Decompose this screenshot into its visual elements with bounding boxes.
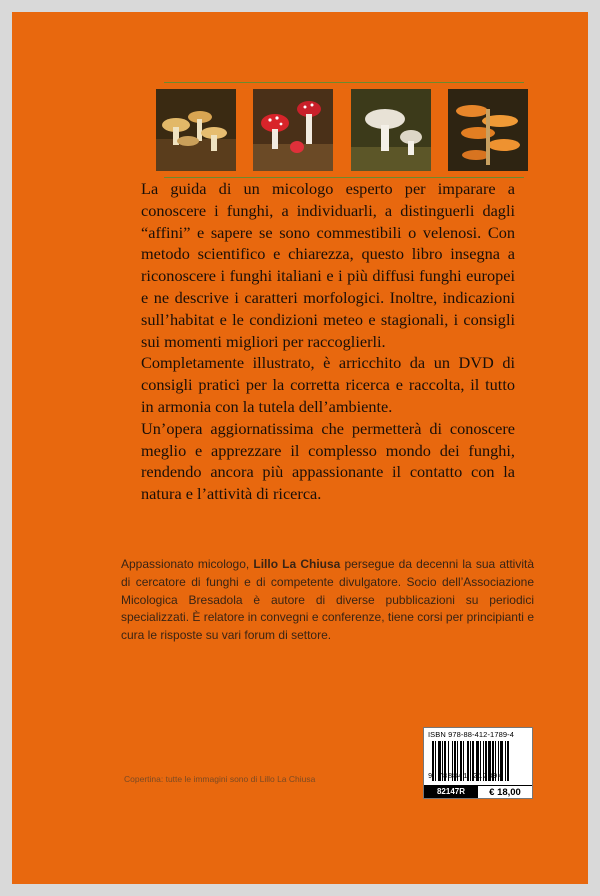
bio-body: persegue da decenni la sua attività di cercatore di funghi e di competente divulgatore. Socio dell’Associazione Micologica Bresadola è autore di diverse pubblicazioni su periodici specializzati. È relatore in convegni e conferenze, tiene corsi per principianti e cura le risposte su vari forum di settore. (121, 557, 535, 643)
bio-intro: Appassionato micologo, (121, 557, 254, 571)
price-label: € 18,00 (478, 785, 532, 798)
cover-credit: Copertina: tutte le immagini sono di Lillo La Chiusa (124, 774, 316, 784)
mushroom-photo-4 (448, 89, 528, 171)
description-paragraph-1: La guida di un micologo esperto per imparare a conoscere i funghi, a individuarli, a distinguerli dagli “affini” e sapere se sono commestibili o velenosi. Con metodo scientifico e chiarezza, questo libro insegna a riconoscere i funghi italiani e i più diffusi funghi europei e ne descrive i caratteri morfologici. Inoltre, indicazioni sull’habitat e le condizioni meteo e stagionali, i consigli sui momenti migliori per raccoglierli. (141, 179, 515, 351)
mushroom-photo-2 (253, 89, 333, 171)
product-code: 82147R (424, 785, 478, 798)
book-description (141, 178, 515, 505)
ean-digits: 9 788841 217894 (428, 773, 504, 781)
top-rule (164, 82, 524, 83)
photo-strip (156, 89, 528, 171)
barcode-box (423, 727, 533, 799)
isbn-text: ISBN 978-88-412-1789-4 (428, 730, 515, 739)
mushroom-photo-1 (156, 89, 236, 171)
code-price-row (424, 785, 532, 798)
mushroom-photo-3 (351, 89, 431, 171)
author-bio (121, 556, 534, 645)
description-paragraph-3: Un’opera aggiornatissima che permetterà di conoscere meglio e apprezzare il complesso mondo dei funghi, rendendo ancora più appassionante il contatto con la natura e l’attività di ricerca. (141, 418, 515, 504)
description-paragraph-2: Completamente illustrato, è arricchito da un DVD di consigli pratici per la corretta ricerca e raccolta, il tutto in armonia con la tutela dell’ambiente. (141, 353, 515, 416)
author-name: Lillo La Chiusa (253, 557, 341, 571)
